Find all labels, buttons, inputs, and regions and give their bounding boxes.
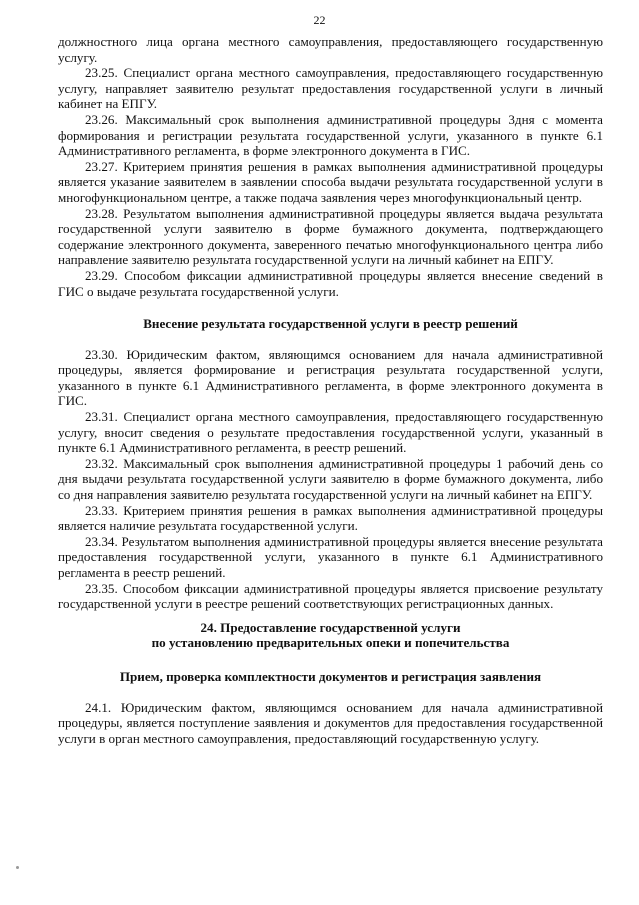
paragraph: 23.27. Критерием принятия решения в рамках выполнения административной процедуры является указание заявителем в заявлении способа выдачи результата государственной услуги в многофункциональном центре, а также подача заявления через многофункциональный центр. xyxy=(58,158,603,205)
paragraph: должностного лица органа местного самоуправления, предоставляющего государственную услугу. xyxy=(58,34,603,65)
paragraph: 23.35. Способом фиксации административной процедуры является присвоение результату государственной услуги в реестре решений соответствующих регистрационных данных. xyxy=(58,580,603,612)
subsection-heading: Прием, проверка комплектности документов и регистрация заявления xyxy=(119,668,542,684)
paragraph: 23.31. Специалист органа местного самоуправления, предоставляющего государственную услугу, вносит сведения о результате предоставления государственной услуги, указанный в пункте 6.1 Административного регламента, в реестр решений. xyxy=(58,409,603,456)
paragraph: 23.25. Специалист органа местного самоуправления, предоставляющего государственную услугу, направляет заявителю результат предоставления государственной услуги в личный кабинет на ЕПГУ. xyxy=(58,65,603,112)
paragraph: 23.33. Критерием принятия решения в рамках выполнения административной процедуры является наличие результата государственной услуги. xyxy=(58,502,603,534)
paragraph: 23.30. Юридическим фактом, являющимся основанием для начала административной процедуры, является формирование и регистрация результата государственной услуги, указанного в пункте 6.1 Административного регламента, в форме электронного документа в ГИС. xyxy=(58,346,603,409)
paragraph: 23.29. Способом фиксации административной процедуры является внесение сведений в ГИС о выдаче результата государственной услуги. xyxy=(58,267,603,299)
section-heading: Внесение результата государственной услуги в реестр решений xyxy=(143,316,518,332)
paragraph: 23.26. Максимальный срок выполнения административной процедуры 3дня с момента формирования и регистрации результата государственной услуги, указанного в пункте 6.1 Административного регламента, в форме электронного документа в ГИС. xyxy=(58,111,603,159)
scan-speck xyxy=(16,866,19,869)
section-heading: по установлению предварительных опеки и попечительства xyxy=(151,635,510,651)
section-heading: 24. Предоставление государственной услуги xyxy=(200,619,461,635)
paragraph: 23.34. Результатом выполнения административной процедуры является внесение результата предоставления государственной услуги, указанного в пункте 6.1 Административного регламента в реестр решений. xyxy=(58,533,603,580)
document-body xyxy=(58,34,603,746)
paragraph: 23.28. Результатом выполнения административной процедуры является выдача результата государственной услуги заявителю в форме бумажного документа, подтверждающего содержание электронного документа, заверенного печатью многофункционального центра либо направление заявителю результата государственной услуги на личный кабинет на ЕПГУ. xyxy=(58,205,603,268)
paragraph: 23.32. Максимальный срок выполнения административной процедуры 1 рабочий день со дня выдачи результата государственной услуги заявителю в форме бумажного документа, либо со дня направления заявителю результата государственной услуги на личный кабинет на ЕПГУ. xyxy=(58,455,603,503)
paragraph: 24.1. Юридическим фактом, являющимся основанием для начала административной процедуры, является поступление заявления и документов для предоставления государственной услуги в орган местного самоуправления, предоставляющий государственную услугу. xyxy=(58,699,603,746)
page-number: 22 xyxy=(313,13,326,27)
